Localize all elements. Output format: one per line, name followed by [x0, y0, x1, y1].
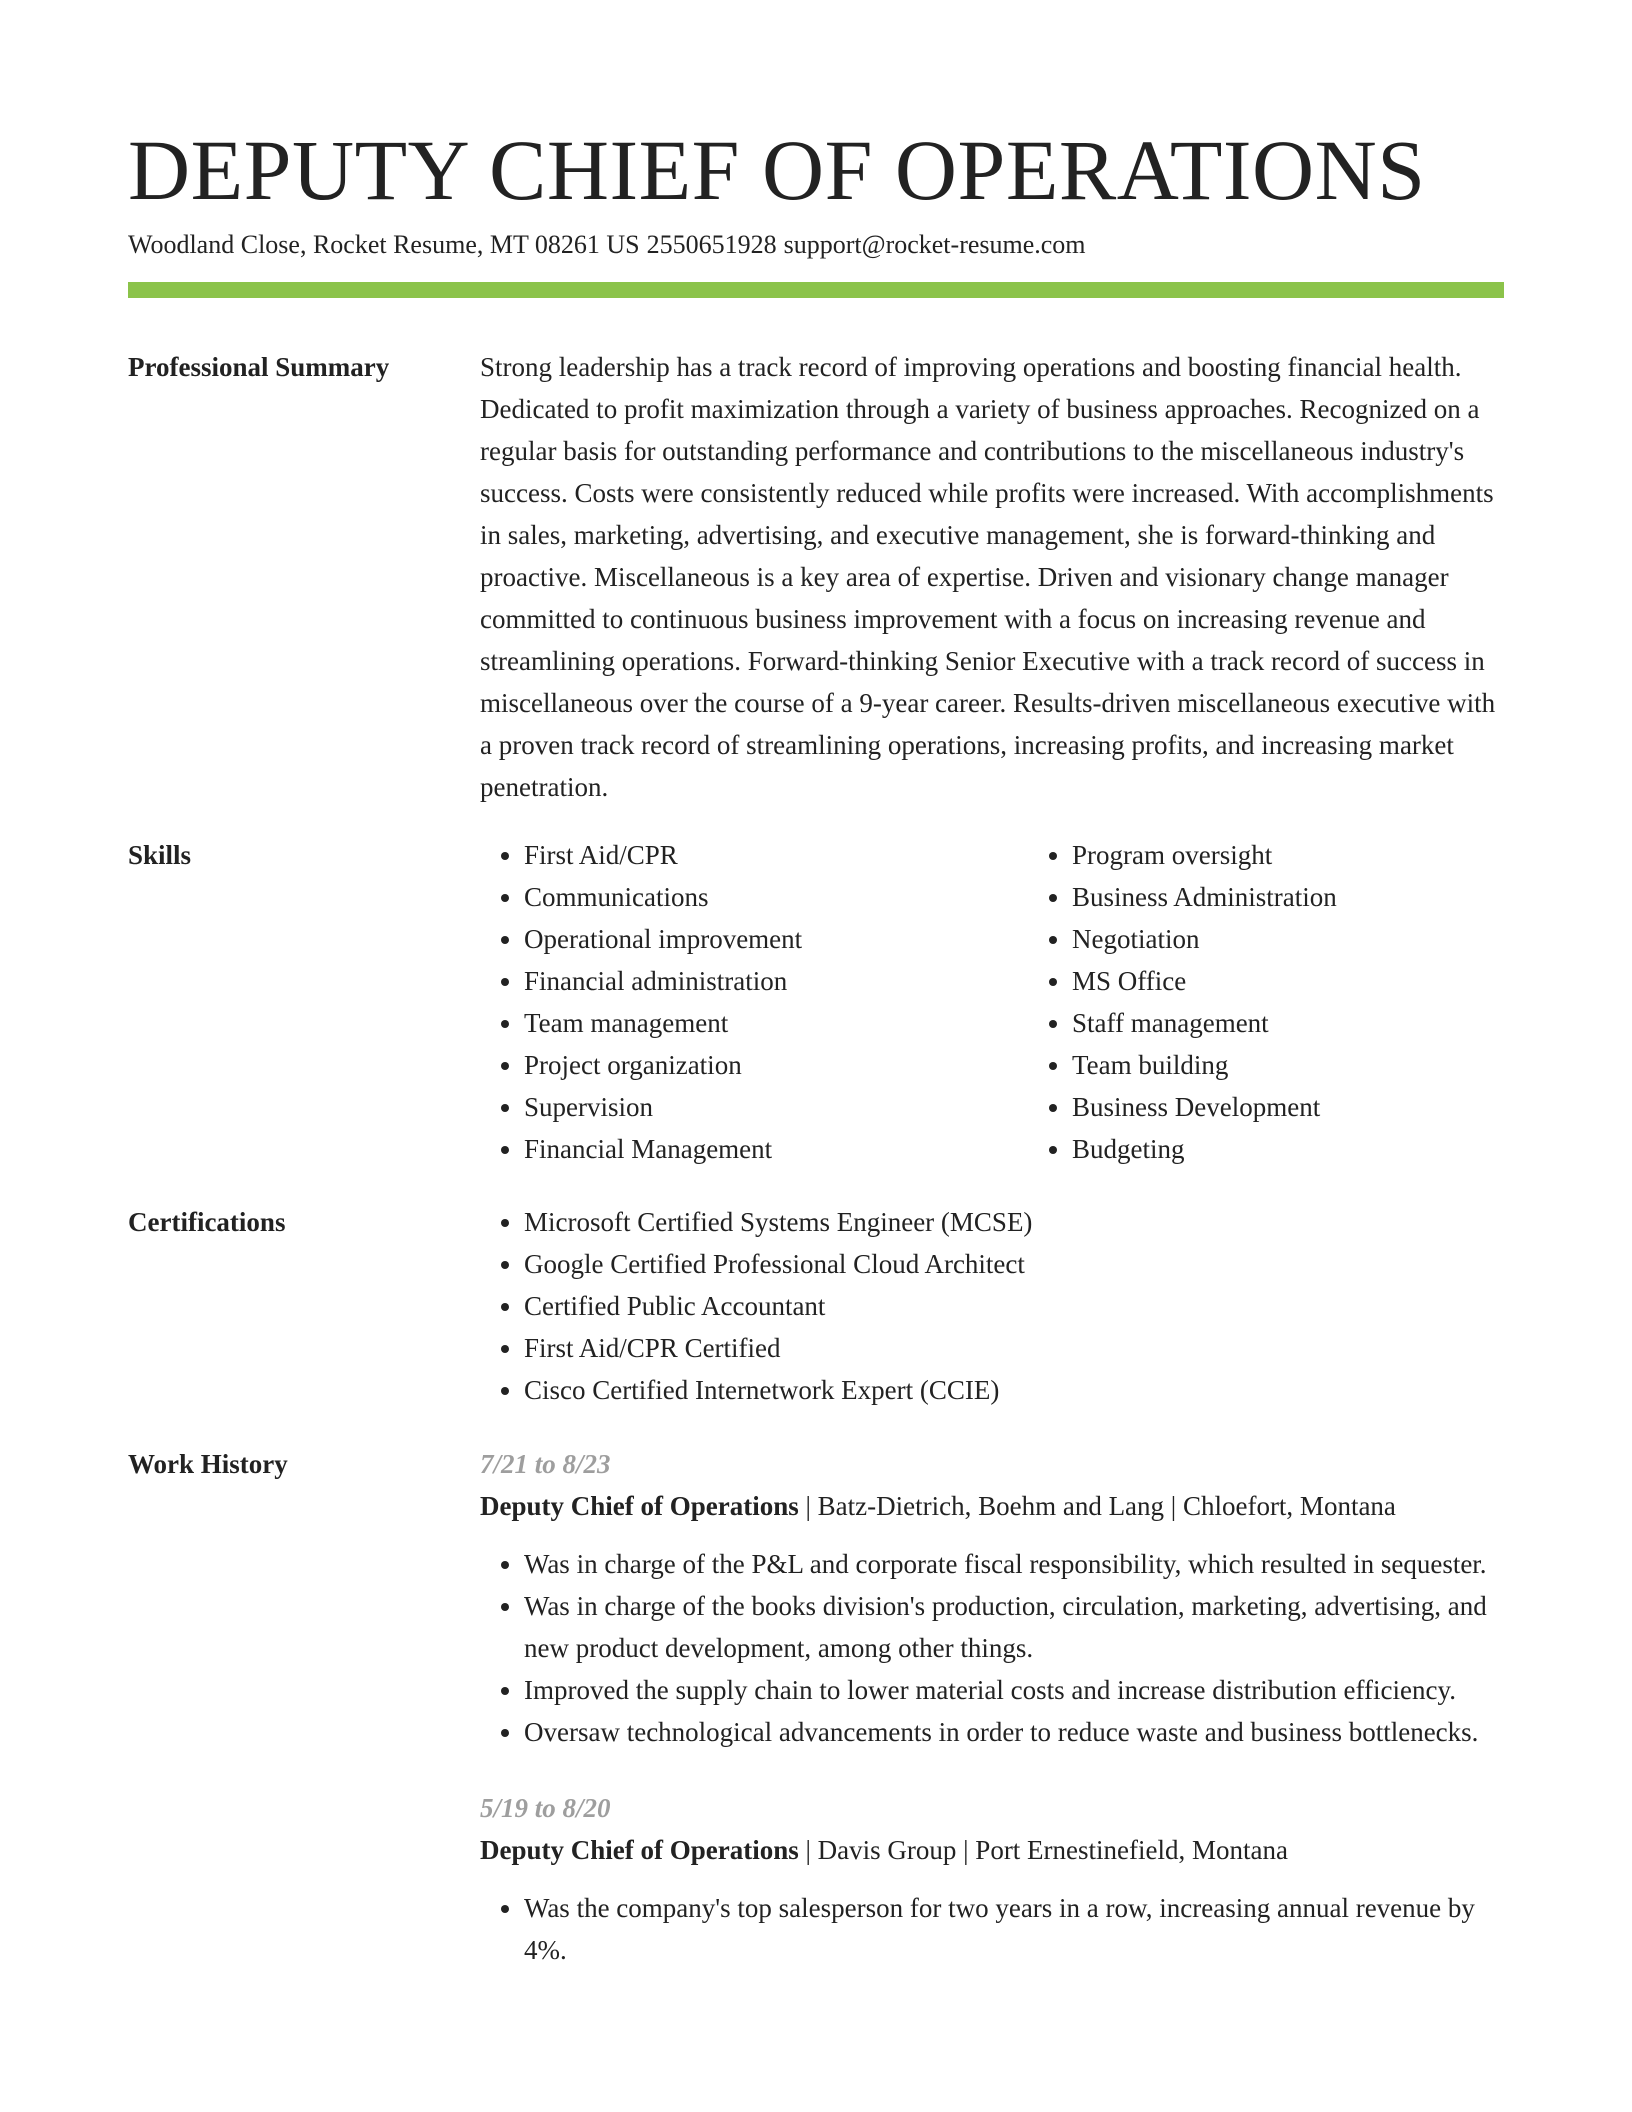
job-company: Batz-Dietrich, Boehm and Lang [817, 1491, 1165, 1521]
skill-item: • Team building [1072, 1044, 1337, 1086]
skill-item: • Team management [524, 1002, 1028, 1044]
resume-name: DEPUTY CHIEF OF OPERATIONS [128, 122, 1426, 218]
job-company: Davis Group [817, 1835, 957, 1865]
certification-item: • Certified Public Accountant [524, 1285, 1504, 1327]
certification-item: • Cisco Certified Internetwork Expert (CCIE) [524, 1369, 1504, 1411]
certifications-section [128, 1201, 1504, 1411]
job-entry [480, 1443, 1504, 1753]
job-bullet: • Was in charge of the P&L and corporate fiscal responsibility, which resulted in sequester. [524, 1543, 1504, 1585]
certification-item: • Google Certified Professional Cloud Architect [524, 1243, 1504, 1285]
job-title: Deputy Chief of Operations [480, 1835, 799, 1865]
job-title-line: Deputy Chief of Operations | Batz-Dietrich, Boehm and Lang | Chloefort, Montana [480, 1491, 1396, 1521]
accent-divider [128, 282, 1504, 298]
certification-item: • Microsoft Certified Systems Engineer (MCSE) [524, 1201, 1504, 1243]
contact-email: support@rocket-resume.com [783, 230, 1086, 259]
skill-item: • Business Administration [1072, 876, 1337, 918]
skills-heading: Skills [128, 840, 192, 870]
contact-phone: 2550651928 [646, 230, 777, 259]
resume-page [128, 120, 1504, 2005]
job-date: 7/21 to 8/23 [480, 1449, 611, 1479]
skill-item: • Financial administration [524, 960, 1028, 1002]
skill-item: • Budgeting [1072, 1128, 1337, 1170]
skills-list-left [480, 834, 1028, 1170]
job-title: Deputy Chief of Operations [480, 1491, 799, 1521]
skill-item: • Supervision [524, 1086, 1028, 1128]
summary-heading: Professional Summary [128, 352, 390, 382]
job-bullet: • Improved the supply chain to lower material costs and increase distribution efficiency. [524, 1669, 1504, 1711]
skill-item: • Program oversight [1072, 834, 1337, 876]
job-location: Chloefort, Montana [1182, 1491, 1396, 1521]
summary-section [128, 346, 1504, 808]
certifications-heading: Certifications [128, 1207, 286, 1237]
job-bullet: • Was the company's top salesperson for two years in a row, increasing annual revenue by 4%. [524, 1887, 1504, 1971]
skill-item: • Negotiation [1072, 918, 1337, 960]
skill-item: • MS Office [1072, 960, 1337, 1002]
job-location: Port Ernestinefield, Montana [975, 1835, 1288, 1865]
job-date: 5/19 to 8/20 [480, 1793, 611, 1823]
skill-item: • Operational improvement [524, 918, 1028, 960]
contact-line [128, 228, 1504, 262]
job-bullet: • Oversaw technological advancements in order to reduce waste and business bottlenecks. [524, 1711, 1504, 1753]
work-history-heading: Work History [128, 1449, 288, 1479]
skill-item: • First Aid/CPR [524, 834, 1028, 876]
job-title-line: Deputy Chief of Operations | Davis Group | Port Ernestinefield, Montana [480, 1835, 1288, 1865]
job-entry [480, 1787, 1504, 1971]
skill-item: • Communications [524, 876, 1028, 918]
job-bullets [480, 1887, 1504, 1971]
work-history-section [128, 1443, 1504, 2005]
skill-item: • Staff management [1072, 1002, 1337, 1044]
skills-section [128, 834, 1504, 1170]
skill-item: • Financial Management [524, 1128, 1028, 1170]
job-bullets [480, 1543, 1504, 1753]
skill-item: • Project organization [524, 1044, 1028, 1086]
skills-list-right [1028, 834, 1337, 1170]
skill-item: • Business Development [1072, 1086, 1337, 1128]
certification-item: • First Aid/CPR Certified [524, 1327, 1504, 1369]
contact-address: Woodland Close, Rocket Resume, MT 08261 US [128, 230, 640, 259]
summary-text: Strong leadership has a track record of improving operations and boosting financial health. Dedicated to profit maximization through a variety of business approaches. Recognized on a regular basis for outstanding performance and contributions to the miscellaneous industry's success. Costs were consistently reduced while profits were increased. With accomplishments in sales, marketing, advertising, and executive management, she is forward-thinking and proactive. Miscellaneous is a key area of expertise. Driven and visionary change manager committed to continuous business improvement with a focus on increasing revenue and streamlining operations. Forward-thinking Senior Executive with a track record of success in miscellaneous over the course of a 9-year career. Results-driven miscellaneous executive with a proven track record of streamlining operations, increasing profits, and increasing market penetration. [480, 352, 1496, 802]
job-bullet: • Was in charge of the books division's production, circulation, marketing, advertising, and new product development, among other things. [524, 1585, 1504, 1669]
certifications-list [480, 1201, 1504, 1411]
